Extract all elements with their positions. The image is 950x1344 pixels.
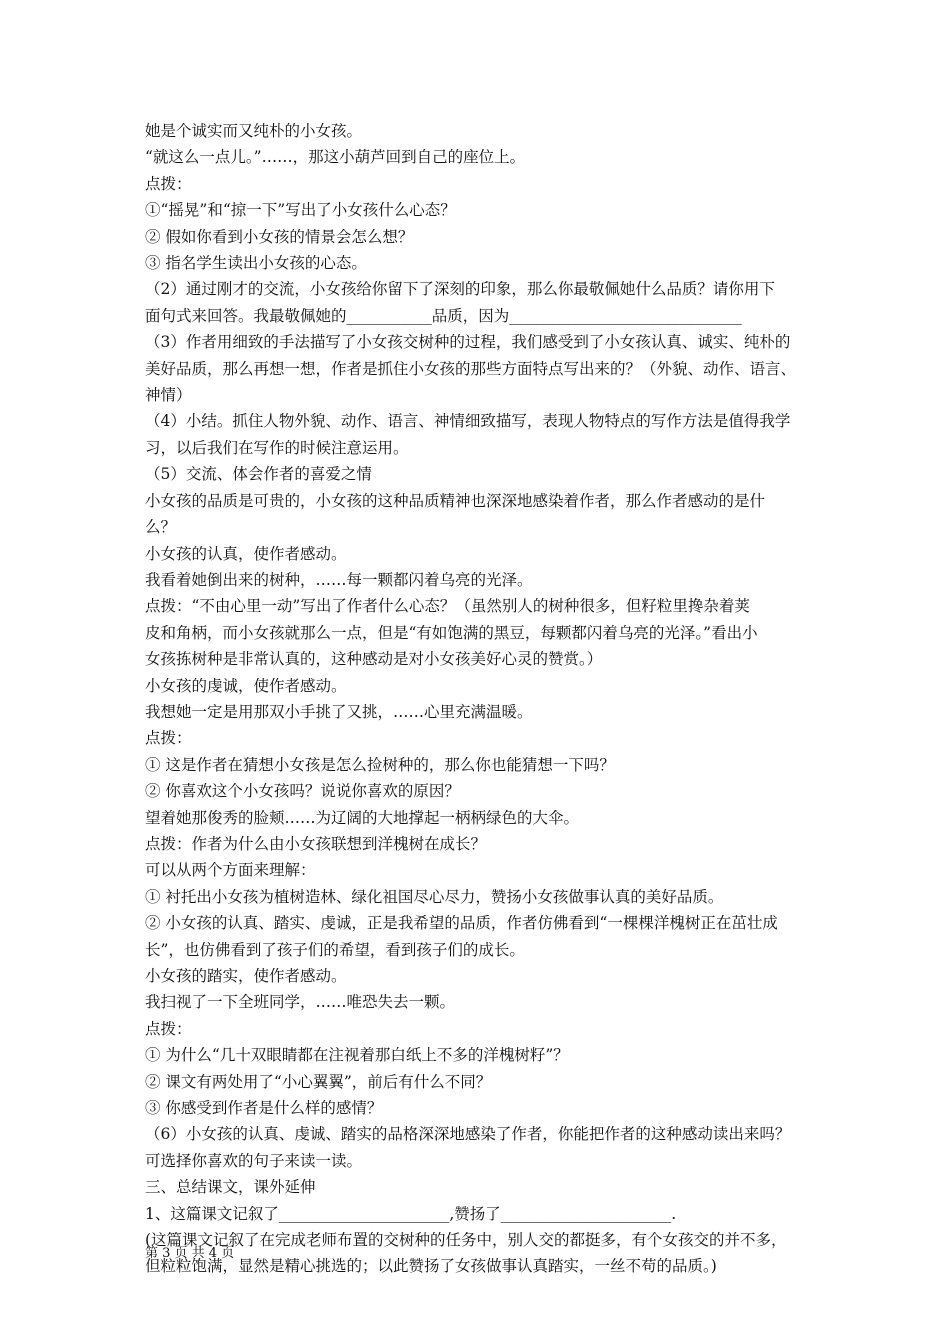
text-line: 神情） bbox=[145, 386, 192, 405]
text-line: 但粒粒饱满，显然是精心挑选的；以此赞扬了女孩做事认真踏实，一丝不苟的品质。) bbox=[145, 1257, 717, 1276]
text-line: ① 衬托出小女孩为植树造林、绿化祖国尽心尽力，赞扬小女孩做事认真的美好品质。 bbox=[145, 887, 724, 906]
text-line: 点拨： bbox=[145, 1019, 192, 1038]
text-line: 望着她那俊秀的脸颊……为辽阔的大地撑起一柄柄绿色的大伞。 bbox=[145, 808, 580, 827]
text-line: （4）小结。抓住人物外貌、动作、语言、神情细致描写，表现人物特点的写作方法是值得我学 bbox=[145, 412, 791, 431]
text-line: 面句式来回答。我最敬佩她的___________品质，因为______________________________ bbox=[145, 306, 742, 325]
text-line: 小女孩的认真，使作者感动。 bbox=[145, 544, 347, 563]
text-line: ② 你喜欢这个小女孩吗？说说你喜欢的原因？ bbox=[145, 782, 460, 801]
document-body bbox=[145, 118, 815, 1280]
text-line: 我扫视了一下全班同学，……唯恐失去一颗。 bbox=[145, 993, 456, 1012]
page-footer: 第 3 页 共 4 页 bbox=[145, 1246, 235, 1261]
text-line: 点拨：“不由心里一动”写出了作者什么心态？（虽然别人的树种很多，但籽粒里搀杂着荚 bbox=[145, 597, 750, 616]
text-line: 小女孩的踏实，使作者感动。 bbox=[145, 967, 347, 985]
text-line: 皮和角柄，而小女孩就那么一点，但是“有如饱满的黑豆，每颗都闪着乌亮的光泽。”看出小 bbox=[145, 623, 758, 642]
text-line: ② 课文有两处用了“小心翼翼”，前后有什么不同？ bbox=[145, 1072, 492, 1091]
text-line: 长”，也仿佛看到了孩子们的希望，看到孩子们的成长。 bbox=[145, 940, 525, 959]
text-line: 我想她一定是用那双小手挑了又挑，……心里充满温暖。 bbox=[145, 702, 533, 721]
text-line: 点拨： bbox=[145, 174, 192, 193]
text-line: （6）小女孩的认真、虔诚、踏实的品格深深地感染了作者，你能把作者的这种感动读出来吗？ bbox=[145, 1125, 791, 1144]
text-line: 1、这篇课文记叙了______________________,赞扬了______________________. bbox=[145, 1204, 677, 1223]
section-heading: 三、总结课文，课外延伸 bbox=[145, 1178, 316, 1197]
text-line: （3）作者用细致的手法描写了小女孩交树种的过程，我们感受到了小女孩认真、诚实、纯朴的 bbox=[145, 333, 791, 352]
text-line: ① 为什么“几十双眼睛都在注视着那白纸上不多的洋槐树籽”？ bbox=[145, 1046, 569, 1065]
text-line: 可以从两个方面来理解： bbox=[145, 861, 316, 880]
text-line: （2）通过刚才的交流，小女孩给你留下了深刻的印象，那么你最敬佩她什么品质？请你用下 bbox=[145, 280, 775, 299]
text-line: ①“摇晃”和“掠一下”写出了小女孩什么心态？ bbox=[145, 201, 456, 220]
text-line: ② 小女孩的认真、踏实、虔诚，正是我希望的品质，作者仿佛看到“一棵棵洋槐树正在茁壮成 bbox=[145, 914, 778, 933]
text-line: 点拨： bbox=[145, 729, 192, 748]
text-line: 美好品质，那么再想一想，作者是抓住小女孩的那些方面特点写出来的？（外貌、动作、语言、 bbox=[145, 359, 797, 378]
text-line: ① 这是作者在猜想小女孩是怎么捡树种的，那么你也能猜想一下吗？ bbox=[145, 755, 615, 774]
text-line: ② 假如你看到小女孩的情景会怎么想？ bbox=[145, 227, 414, 246]
text-line: 她是个诚实而又纯朴的小女孩。 bbox=[145, 122, 363, 140]
text-line: ③ 指名学生读出小女孩的心态。 bbox=[145, 254, 367, 273]
text-line: 女孩拣树种是非常认真的，这种感动是对小女孩美好心灵的赞赏。） bbox=[145, 650, 603, 669]
text-line: “就这么一点儿。”……，那这小葫芦回到自己的座位上。 bbox=[145, 148, 526, 167]
text-line: (这篇课文记叙了在完成老师布置的交树种的任务中，别人交的都挺多，有个女孩交的并不多， bbox=[145, 1231, 787, 1250]
text-line: 小女孩的品质是可贵的，小女孩的这种品质精神也深深地感染着作者，那么作者感动的是什 bbox=[145, 491, 766, 510]
text-line: （5）交流、体会作者的喜爱之情 bbox=[145, 465, 372, 484]
text-line: 我看着她倒出来的树种，……每一颗都闪着乌亮的光泽。 bbox=[145, 570, 533, 589]
text-line: ③ 你感受到作者是什么样的感情？ bbox=[145, 1099, 383, 1118]
text-line: 小女孩的虔诚，使作者感动。 bbox=[145, 676, 347, 695]
text-line: 习，以后我们在写作的时候注意运用。 bbox=[145, 438, 409, 457]
text-line: 可选择你喜欢的句子来读一读。 bbox=[145, 1151, 363, 1170]
text-line: 点拨：作者为什么由小女孩联想到洋槐树在成长？ bbox=[145, 834, 487, 853]
text-line: 么？ bbox=[145, 518, 177, 537]
